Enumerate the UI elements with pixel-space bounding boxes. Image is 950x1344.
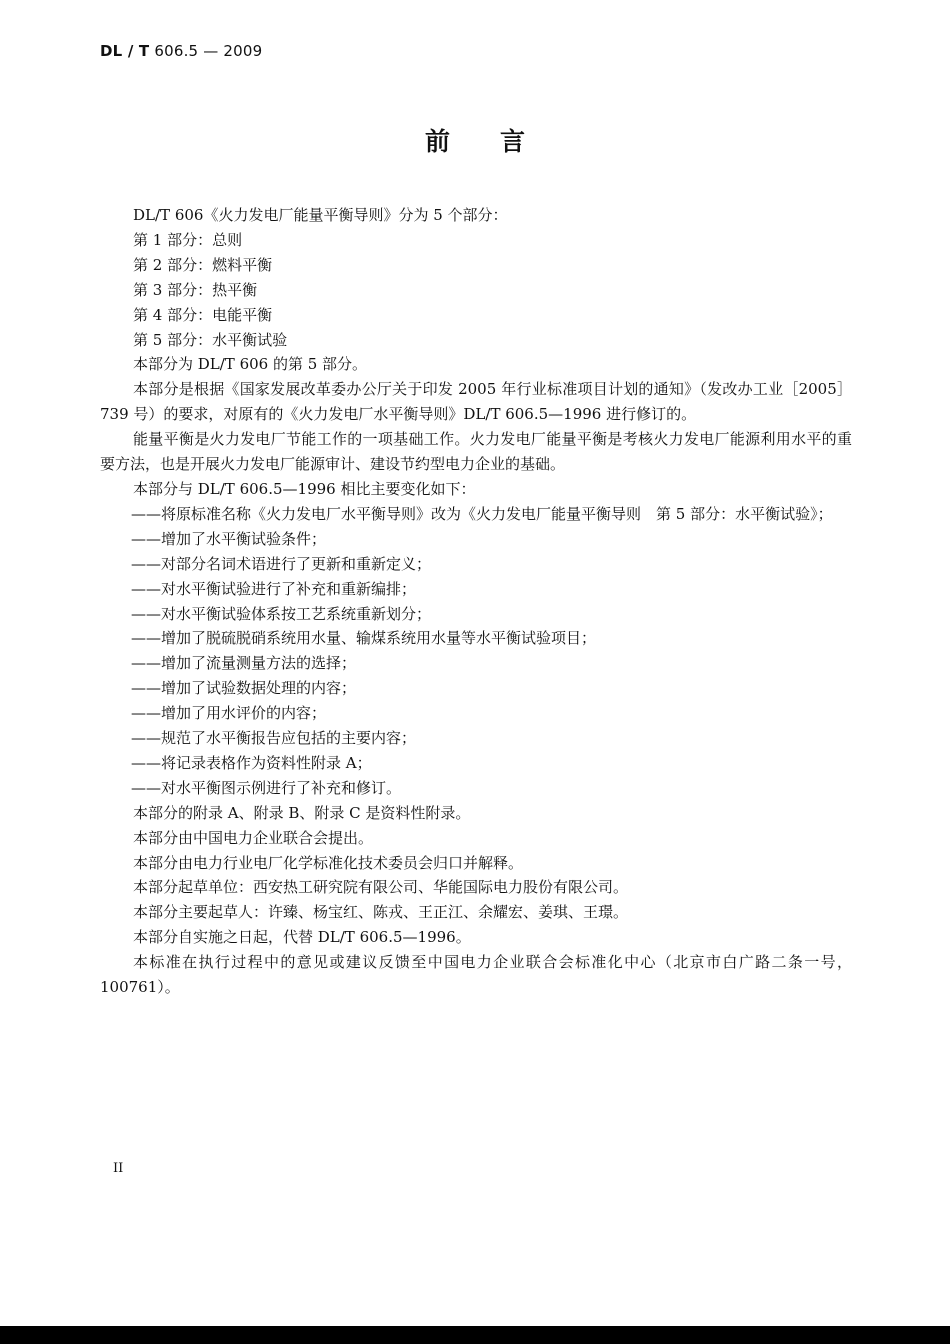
change-list-item: ——对水平衡图示例进行了补充和修订。 — [131, 778, 402, 797]
document-code — [100, 42, 262, 60]
page-title: 前言 — [424, 127, 575, 156]
paragraph: 本部分主要起草人：许臻、杨宝红、陈戎、王正江、余耀宏、姜琪、王璟。 — [133, 903, 629, 922]
paragraph: 第 2 部分：燃料平衡 — [133, 255, 273, 274]
paragraph: 第 4 部分：电能平衡 — [133, 305, 273, 324]
paragraph: 第 1 部分：总则 — [133, 230, 243, 249]
paragraph: 本部分的附录 A、附录 B、附录 C 是资料性附录。 — [133, 803, 471, 822]
paragraph: 能量平衡是火力发电厂节能工作的一项基础工作。火力发电厂能量平衡是考核火力发电厂能源利用水平的重要方法，也是开展火力发电厂能源审计、建设节约型电力企业的基础。 — [100, 430, 852, 474]
change-list-item: ——增加了水平衡试验条件； — [131, 529, 327, 548]
paragraph: 本部分为 DL/T 606 的第 5 部分。 — [133, 355, 368, 374]
change-list-item: ——将记录表格作为资料性附录 A； — [131, 753, 372, 772]
change-list-item: ——规范了水平衡报告应包括的主要内容； — [131, 729, 417, 748]
paragraph: 第 3 部分：热平衡 — [133, 280, 258, 299]
change-list-item: ——增加了试验数据处理的内容； — [131, 679, 357, 698]
bottom-border — [0, 1326, 950, 1344]
paragraph: 本标准在执行过程中的意见或建议反馈至中国电力企业联合会标准化中心（北京市白广路二条一号，100761）。 — [100, 953, 852, 997]
change-list-item: ——对部分名词术语进行了更新和重新定义； — [131, 554, 432, 573]
paragraph: 本部分是根据《国家发展改革委办公厅关于印发 2005 年行业标准项目计划的通知》（发改办工业［2005］739 号）的要求，对原有的《火力发电厂水平衡导则》DL/T 606.5—1996 进行修订的。 — [100, 380, 852, 424]
paragraph: 本部分与 DL/T 606.5—1996 相比主要变化如下： — [133, 479, 476, 498]
change-list-item: ——对水平衡试验进行了补充和重新编排； — [131, 579, 417, 598]
change-list-item: ——增加了流量测量方法的选择； — [131, 654, 357, 673]
page-number: II — [113, 1161, 124, 1176]
change-list-item: ——对水平衡试验体系按工艺系统重新划分； — [131, 604, 432, 623]
foreword-body — [100, 203, 852, 1000]
paragraph: 本部分由电力行业电厂化学标准化技术委员会归口并解释。 — [133, 853, 524, 872]
document-code-prefix: DL / T — [100, 42, 150, 60]
change-list-item: ——将原标准名称《火力发电厂水平衡导则》改为《火力发电厂能量平衡导则 第 5 部分：水平衡试验》； — [131, 504, 833, 523]
change-list-item: ——增加了用水评价的内容； — [131, 704, 327, 723]
paragraph: 第 5 部分：水平衡试验 — [133, 330, 288, 349]
document-code-number: 606.5 — 2009 — [149, 42, 263, 60]
paragraph: 本部分由中国电力企业联合会提出。 — [133, 828, 374, 847]
paragraph: 本部分起草单位：西安热工研究院有限公司、华能国际电力股份有限公司。 — [133, 878, 629, 897]
paragraph: DL/T 606《火力发电厂能量平衡导则》分为 5 个部分： — [133, 206, 508, 224]
paragraph: 本部分自实施之日起，代替 DL/T 606.5—1996。 — [133, 928, 471, 947]
change-list-item: ——增加了脱硫脱硝系统用水量、输煤系统用水量等水平衡试验项目； — [131, 629, 597, 648]
